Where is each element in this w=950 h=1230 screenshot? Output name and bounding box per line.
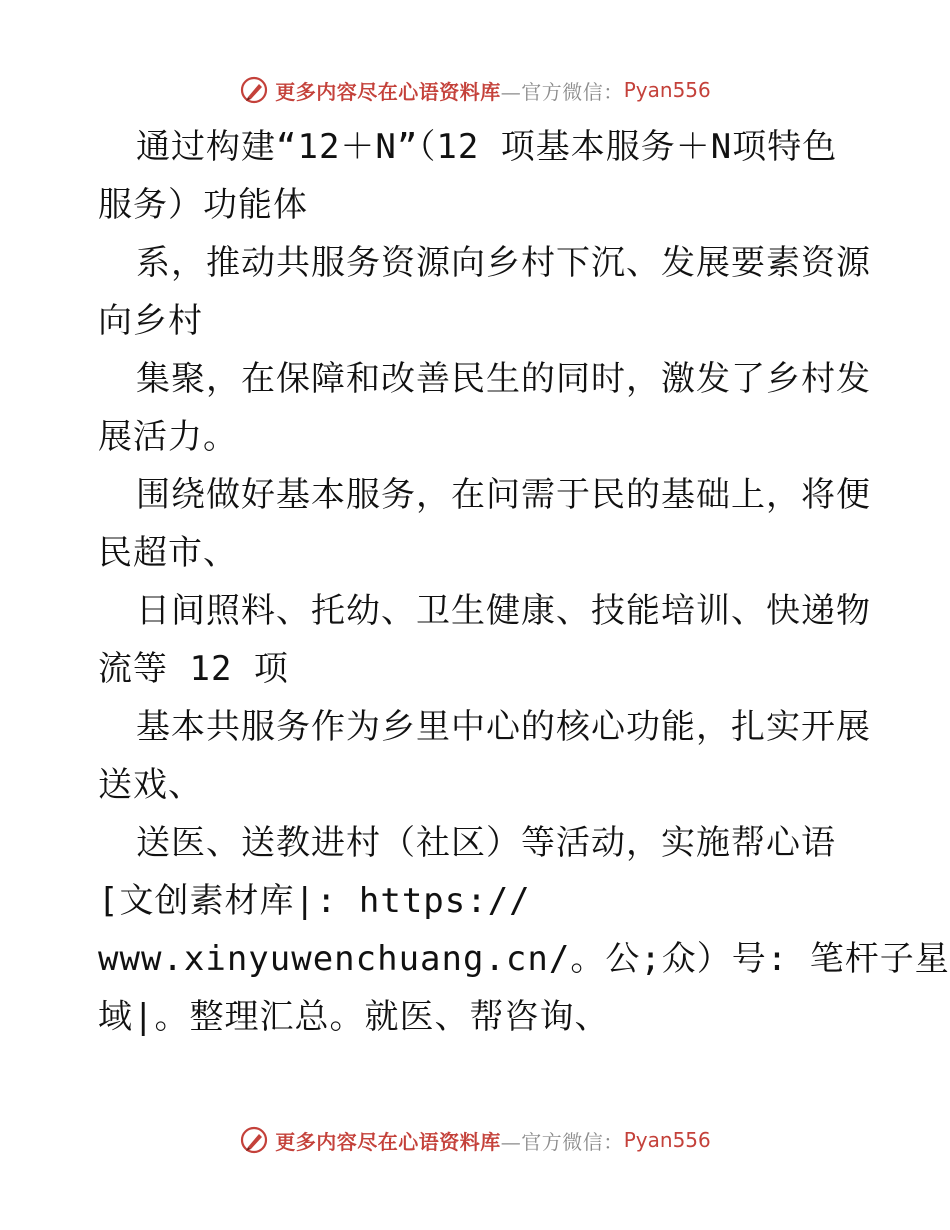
body-line: 展活力。 [98, 417, 238, 457]
body-line: 服务）功能体 [98, 185, 308, 225]
body-line: 基本共服务作为乡里中心的核心功能，扎实开展 [136, 707, 871, 747]
pen-nib-logo-icon [239, 75, 269, 105]
body-line: 日间照料、托幼、卫生健康、技能培训、快递物 [136, 591, 871, 631]
header-wechat-id: Pyan556 [623, 78, 711, 102]
body-line: 通过构建“12＋N”（12 项基本服务＋N项特色 [136, 127, 838, 167]
header-separator-text: —官方微信： [500, 79, 624, 104]
body-line: 向乡村 [98, 301, 203, 341]
body-line: 系，推动共服务资源向乡村下沉、发展要素资源 [136, 243, 871, 283]
body-line: [文创素材库|: https:// [98, 881, 531, 921]
body-line: 域|。整理汇总。就医、帮咨询、 [98, 997, 610, 1037]
body-line: 集聚，在保障和改善民生的同时，激发了乡村发 [136, 359, 871, 399]
body-line: 流等 12 项 [98, 649, 289, 689]
document-body [98, 118, 950, 1046]
body-line: 民超市、 [98, 533, 238, 573]
header-promo-text: 更多内容尽在心语资料库 [275, 79, 501, 104]
footer-banner [0, 1120, 950, 1160]
body-line: 送戏、 [98, 765, 203, 805]
body-line: 送医、送教进村（社区）等活动，实施帮心语 [136, 823, 836, 863]
header-banner [0, 70, 950, 110]
body-line: 围绕做好基本服务，在问需于民的基础上，将便 [136, 475, 871, 515]
footer-separator-text: —官方微信： [500, 1129, 624, 1154]
pen-nib-logo-icon [239, 1125, 269, 1155]
footer-promo-text: 更多内容尽在心语资料库 [275, 1129, 501, 1154]
footer-wechat-id: Pyan556 [623, 1128, 711, 1152]
body-line: www.xinyuwenchuang.cn/。公;众）号: 笔杆子星 [98, 939, 950, 979]
